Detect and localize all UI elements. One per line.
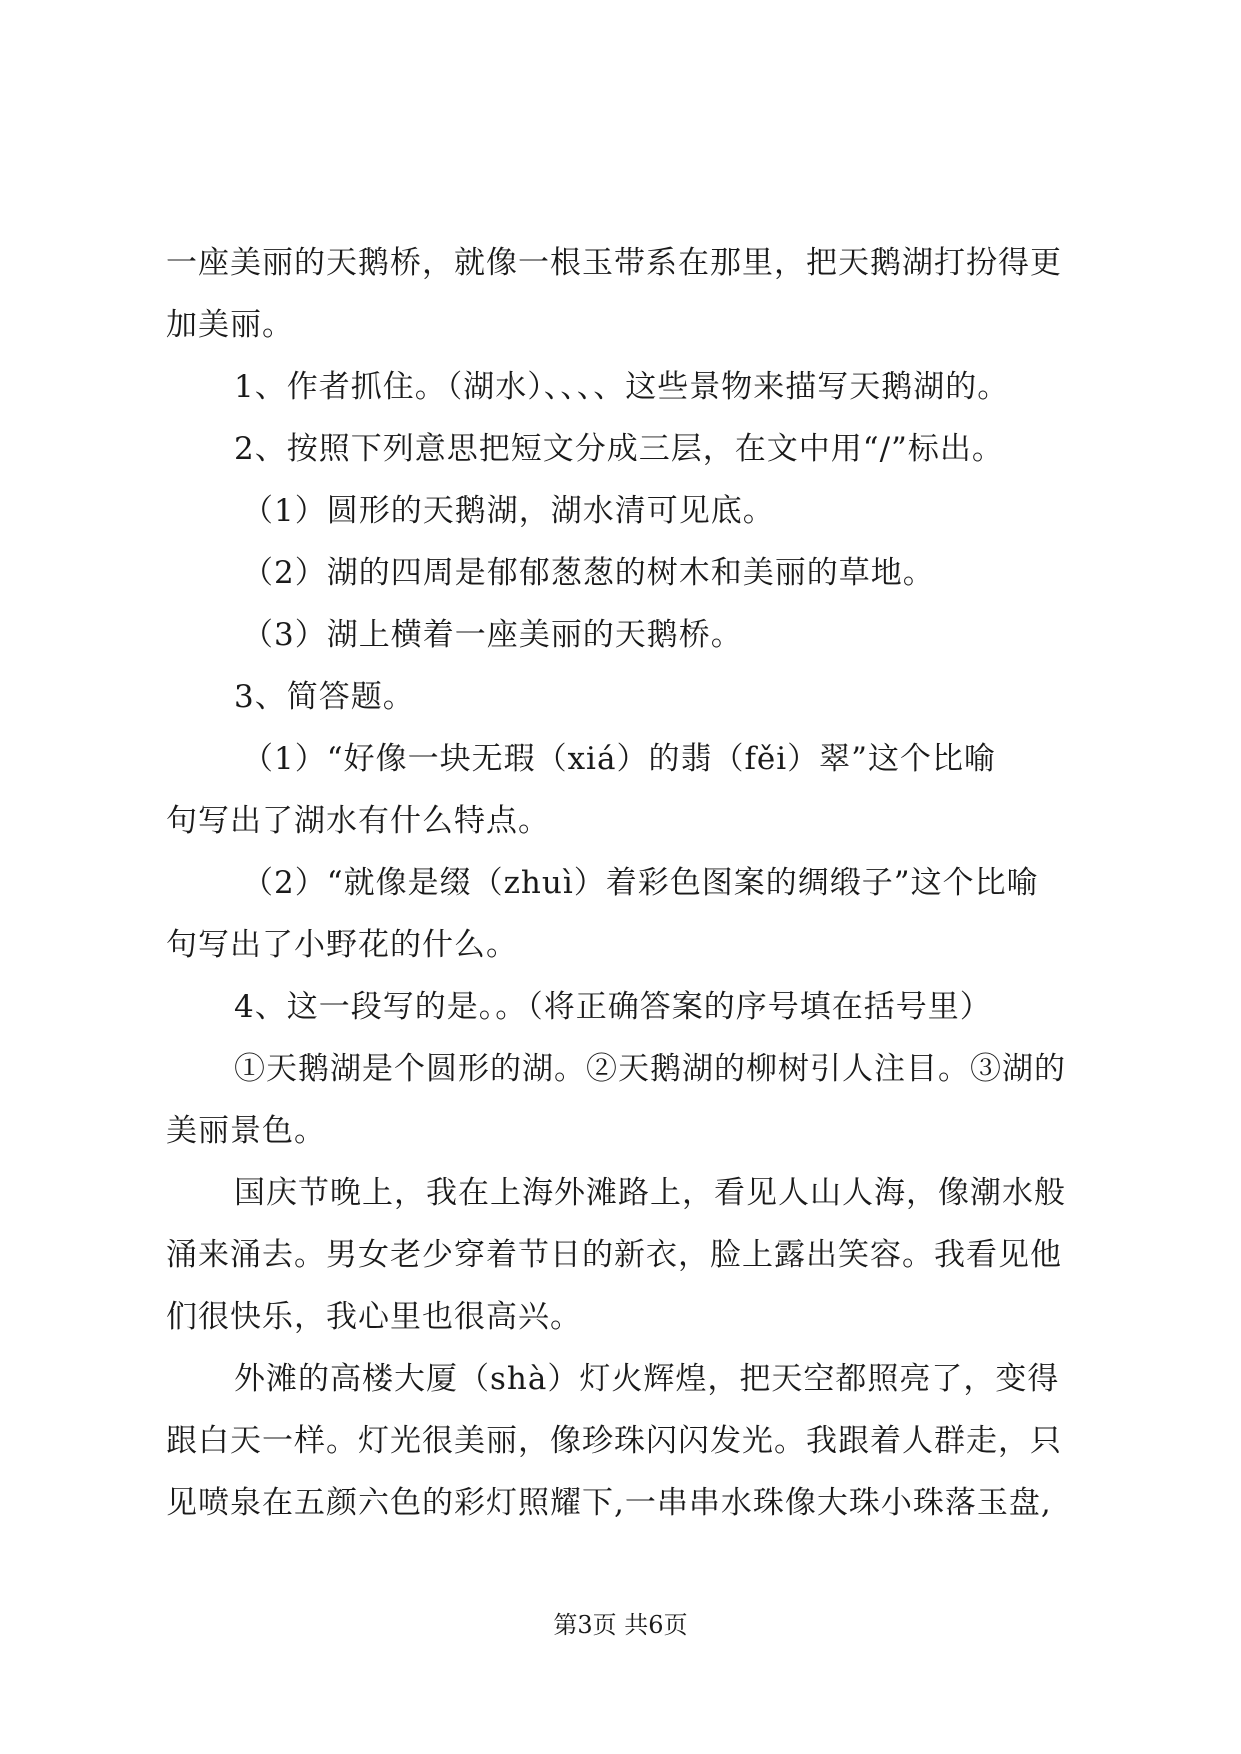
text-line: 句写出了湖水有什么特点。 (166, 803, 550, 839)
question-2-item-3: （3）湖上横着一座美丽的天鹅桥。 (242, 617, 743, 653)
text-line: 见喷泉在五颜六色的彩灯照耀下,一串串水珠像大珠小珠落玉盘, (166, 1485, 1052, 1521)
text-line: 句写出了小野花的什么。 (166, 927, 518, 963)
question-3-item-1: （1）“好像一块无瑕（xiá）的翡（fěi）翠”这个比喻 (242, 741, 997, 777)
question-2-item-2: （2）湖的四周是郁郁葱葱的树木和美丽的草地。 (242, 555, 935, 591)
question-3: 3、简答题。 (234, 679, 415, 715)
text-line: 涌来涌去。男女老少穿着节日的新衣，脸上露出笑容。我看见他 (166, 1237, 1062, 1273)
page-number-footer: 第3页 共6页 (553, 1611, 688, 1639)
paragraph-start: 外滩的高楼大厦（shà）灯火辉煌，把天空都照亮了，变得 (234, 1361, 1060, 1397)
question-2: 2、按照下列意思把短文分成三层，在文中用“/”标出。 (234, 431, 1004, 467)
question-1: 1、作者抓住。（湖水）、、、、这些景物来描写天鹅湖的。 (234, 369, 1010, 405)
paragraph-start: 国庆节晚上，我在上海外滩路上，看见人山人海，像潮水般 (234, 1175, 1066, 1211)
text-line: 美丽景色。 (166, 1113, 326, 1149)
text-line: 跟白天一样。灯光很美丽，像珍珠闪闪发光。我跟着人群走，只 (166, 1423, 1062, 1459)
text-line: 们很快乐，我心里也很高兴。 (166, 1299, 582, 1335)
question-3-item-2: （2）“就像是缀（zhuì）着彩色图案的绸缎子”这个比喻 (242, 865, 1039, 901)
question-4: 4、这一段写的是。。（将正确答案的序号填在括号里） (234, 989, 992, 1025)
question-2-item-1: （1）圆形的天鹅湖，湖水清可见底。 (242, 493, 775, 529)
text-line: 一座美丽的天鹅桥，就像一根玉带系在那里，把天鹅湖打扮得更 (166, 245, 1062, 281)
question-4-options: ①天鹅湖是个圆形的湖。②天鹅湖的柳树引人注目。③湖的 (234, 1051, 1066, 1087)
document-body (166, 232, 1081, 1534)
text-line: 加美丽。 (166, 307, 294, 343)
